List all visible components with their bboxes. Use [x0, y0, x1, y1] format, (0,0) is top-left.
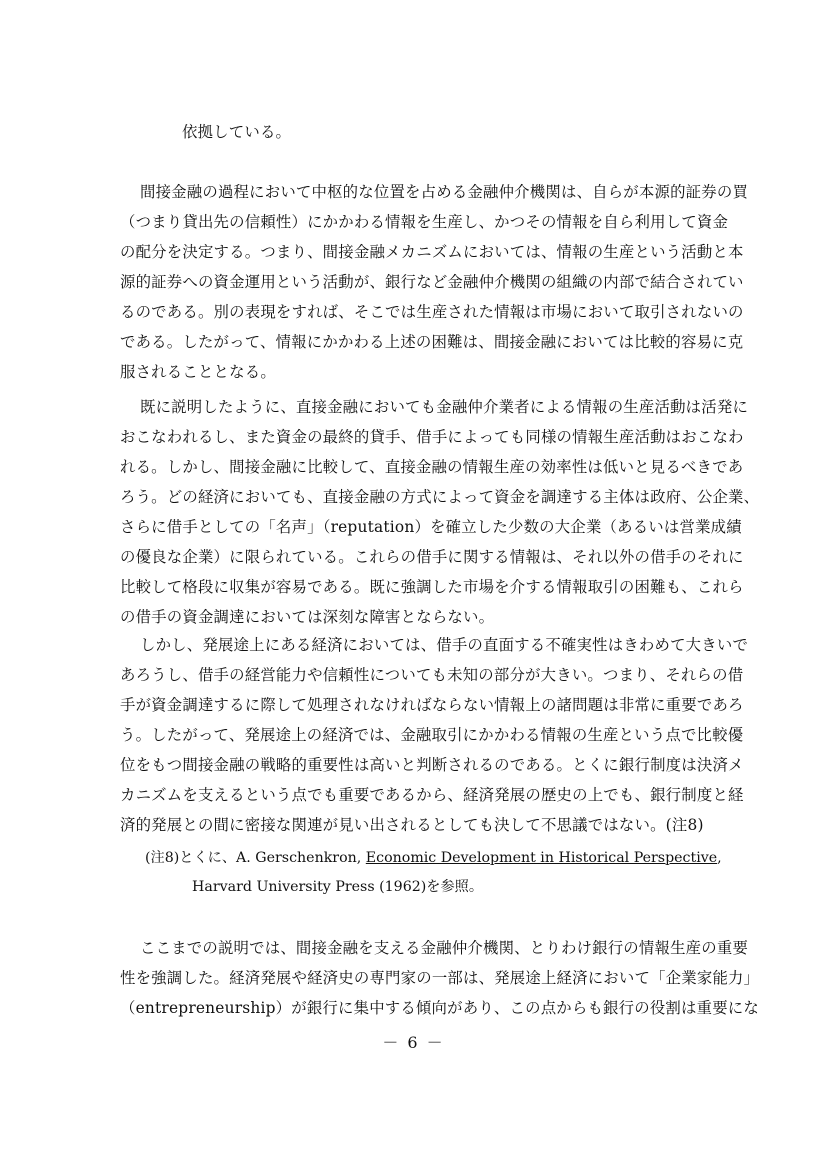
paragraph1-line: である。したがって、情報にかかわる上述の困難は、間接金融においては比較的容易に克 — [120, 333, 744, 351]
paragraph2-line: の優良な企業）に限られている。これらの借手に関する情報は、それ以外の借手のそれに — [120, 548, 744, 566]
paragraph2-line: ろう。どの経済においても、直接金融の方式によって資金を調達する主体は政府、公企業、 — [120, 488, 760, 506]
paragraph4-line: ここまでの説明では、間接金融を支える金融仲介機関、とりわけ銀行の情報生産の重要 — [140, 939, 749, 957]
footnote-line — [145, 848, 722, 868]
paragraph2-line: 比較して格段に収集が容易である。既に強調した市場を介する情報取引の困難も、これら — [120, 578, 744, 596]
paragraph2-line: の借手の資金調達においては深刻な障害とならない。 — [120, 608, 495, 626]
footnote-suffix: , — [717, 850, 722, 866]
paragraph3-line: カニズムを支えるという点でも重要であるから、経済発展の歴史の上でも、銀行制度と経 — [120, 786, 744, 804]
paragraph3-line: しかし、発展途上にある経済においては、借手の直面する不確実性はきわめて大きいで — [140, 636, 749, 654]
paragraph3-line: 済的発展との間に密接な関連が見い出されるとしても決して不思議ではない。(注8) — [120, 816, 704, 834]
intro-line: 依拠している。 — [182, 123, 292, 141]
footnote-book-title: Economic Development in Historical Perspective — [365, 850, 718, 866]
paragraph1-line: （つまり貸出先の信頼性）にかかわる情報を生産し、かつその情報を自ら利用して資金 — [120, 213, 729, 231]
paragraph1-line: 服されることとなる。 — [120, 363, 276, 381]
paragraph3-line: う。したがって、発展途上の経済では、金融取引にかかわる情報の生産という点で比較優 — [120, 726, 744, 744]
footnote-prefix: (注8)とくに、A. Gerschenkron, — [145, 850, 366, 866]
paragraph2-line: さらに借手としての「名声」（reputation）を確立した少数の大企業（あるいは営業成績 — [120, 518, 742, 536]
paragraph3-line: 手が資金調達するに際して処理されなければならない情報上の諸問題は非常に重要であろ — [120, 696, 744, 714]
page-number: － 6 － — [382, 1033, 445, 1052]
paragraph4-line: 性を強調した。経済発展や経済史の専門家の一部は、発展途上経済において「企業家能力」 — [120, 969, 760, 987]
paragraph4-line: （entrepreneurship）が銀行に集中する傾向があり、この点からも銀行の役割は重要にな — [120, 999, 759, 1017]
paragraph2-line: おこなわれるし、また資金の最終的貸手、借手によっても同様の情報生産活動はおこなわ — [120, 428, 744, 446]
paragraph1-line: 源的証券への資金運用という活動が、銀行など金融仲介機関の組織の内部で結合されてい — [120, 273, 744, 291]
paragraph2-line: れる。しかし、間接金融に比較して、直接金融の情報生産の効率性は低いと見るべきであ — [120, 458, 744, 476]
paragraph3-line: あろうし、借手の経営能力や信頼性についても未知の部分が大きい。つまり、それらの借 — [120, 666, 744, 684]
footnote-line-2: Harvard University Press (1962)を参照。 — [192, 879, 484, 895]
paragraph1-line: の配分を決定する。つまり、間接金融メカニズムにおいては、情報の生産という活動と本 — [120, 243, 744, 261]
paragraph1-line: 間接金融の過程において中枢的な位置を占める金融仲介機関は、自らが本源的証券の買 — [140, 183, 749, 201]
paragraph2-line: 既に説明したように、直接金融においても金融仲介業者による情報の生産活動は活発に — [140, 398, 749, 416]
paragraph3-line: 位をもつ間接金融の戦略的重要性は高いと判断されるのである。とくに銀行制度は決済メ — [120, 756, 744, 774]
paragraph1-line: るのである。別の表現をすれば、そこでは生産された情報は市場において取引されないの — [120, 303, 744, 321]
